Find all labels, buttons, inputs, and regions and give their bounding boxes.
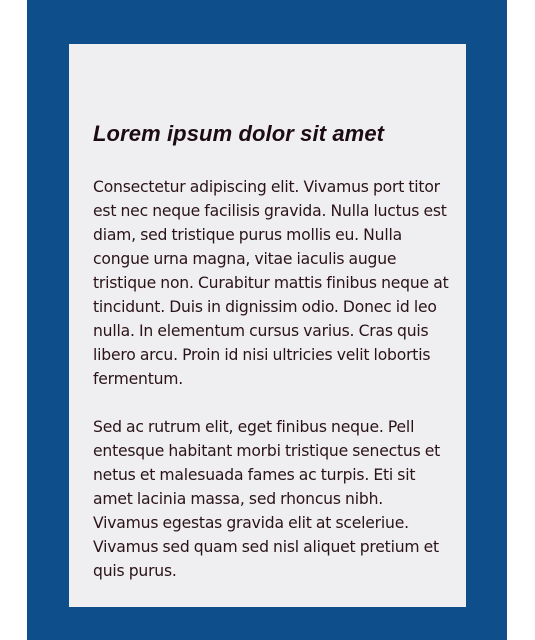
article-card [69,44,466,607]
article-paragraph-2: Sed ac rutrum elit, eget finibus neque. Pell entesque habitant morbi tristique senectus et netus et malesuada fames ac turpis. Eti sit amet lacinia massa, sed rhoncus nibh. Vivamus egestas gravida elit at sceleriue. Vivamus sed quam sed nisl aliquet pretium et quis purus. [93,418,441,580]
article-paragraph-1: Consectetur adipiscing elit. Vivamus port titor est nec neque facilisis gravida. Nulla luctus est diam, sed tristique purus mollis eu. Nulla congue urna magna, vitae iaculis augue tristique non. Curabitur mattis finibus neque at tincidunt. Duis in dignissim odio. Donec id leo nulla. In elementum cursus varius. Cras quis libero arcu. Proin id nisi ultricies velit lobortis fermentum. [93,178,449,388]
article-title: Lorem ipsum dolor sit amet [93,121,385,146]
